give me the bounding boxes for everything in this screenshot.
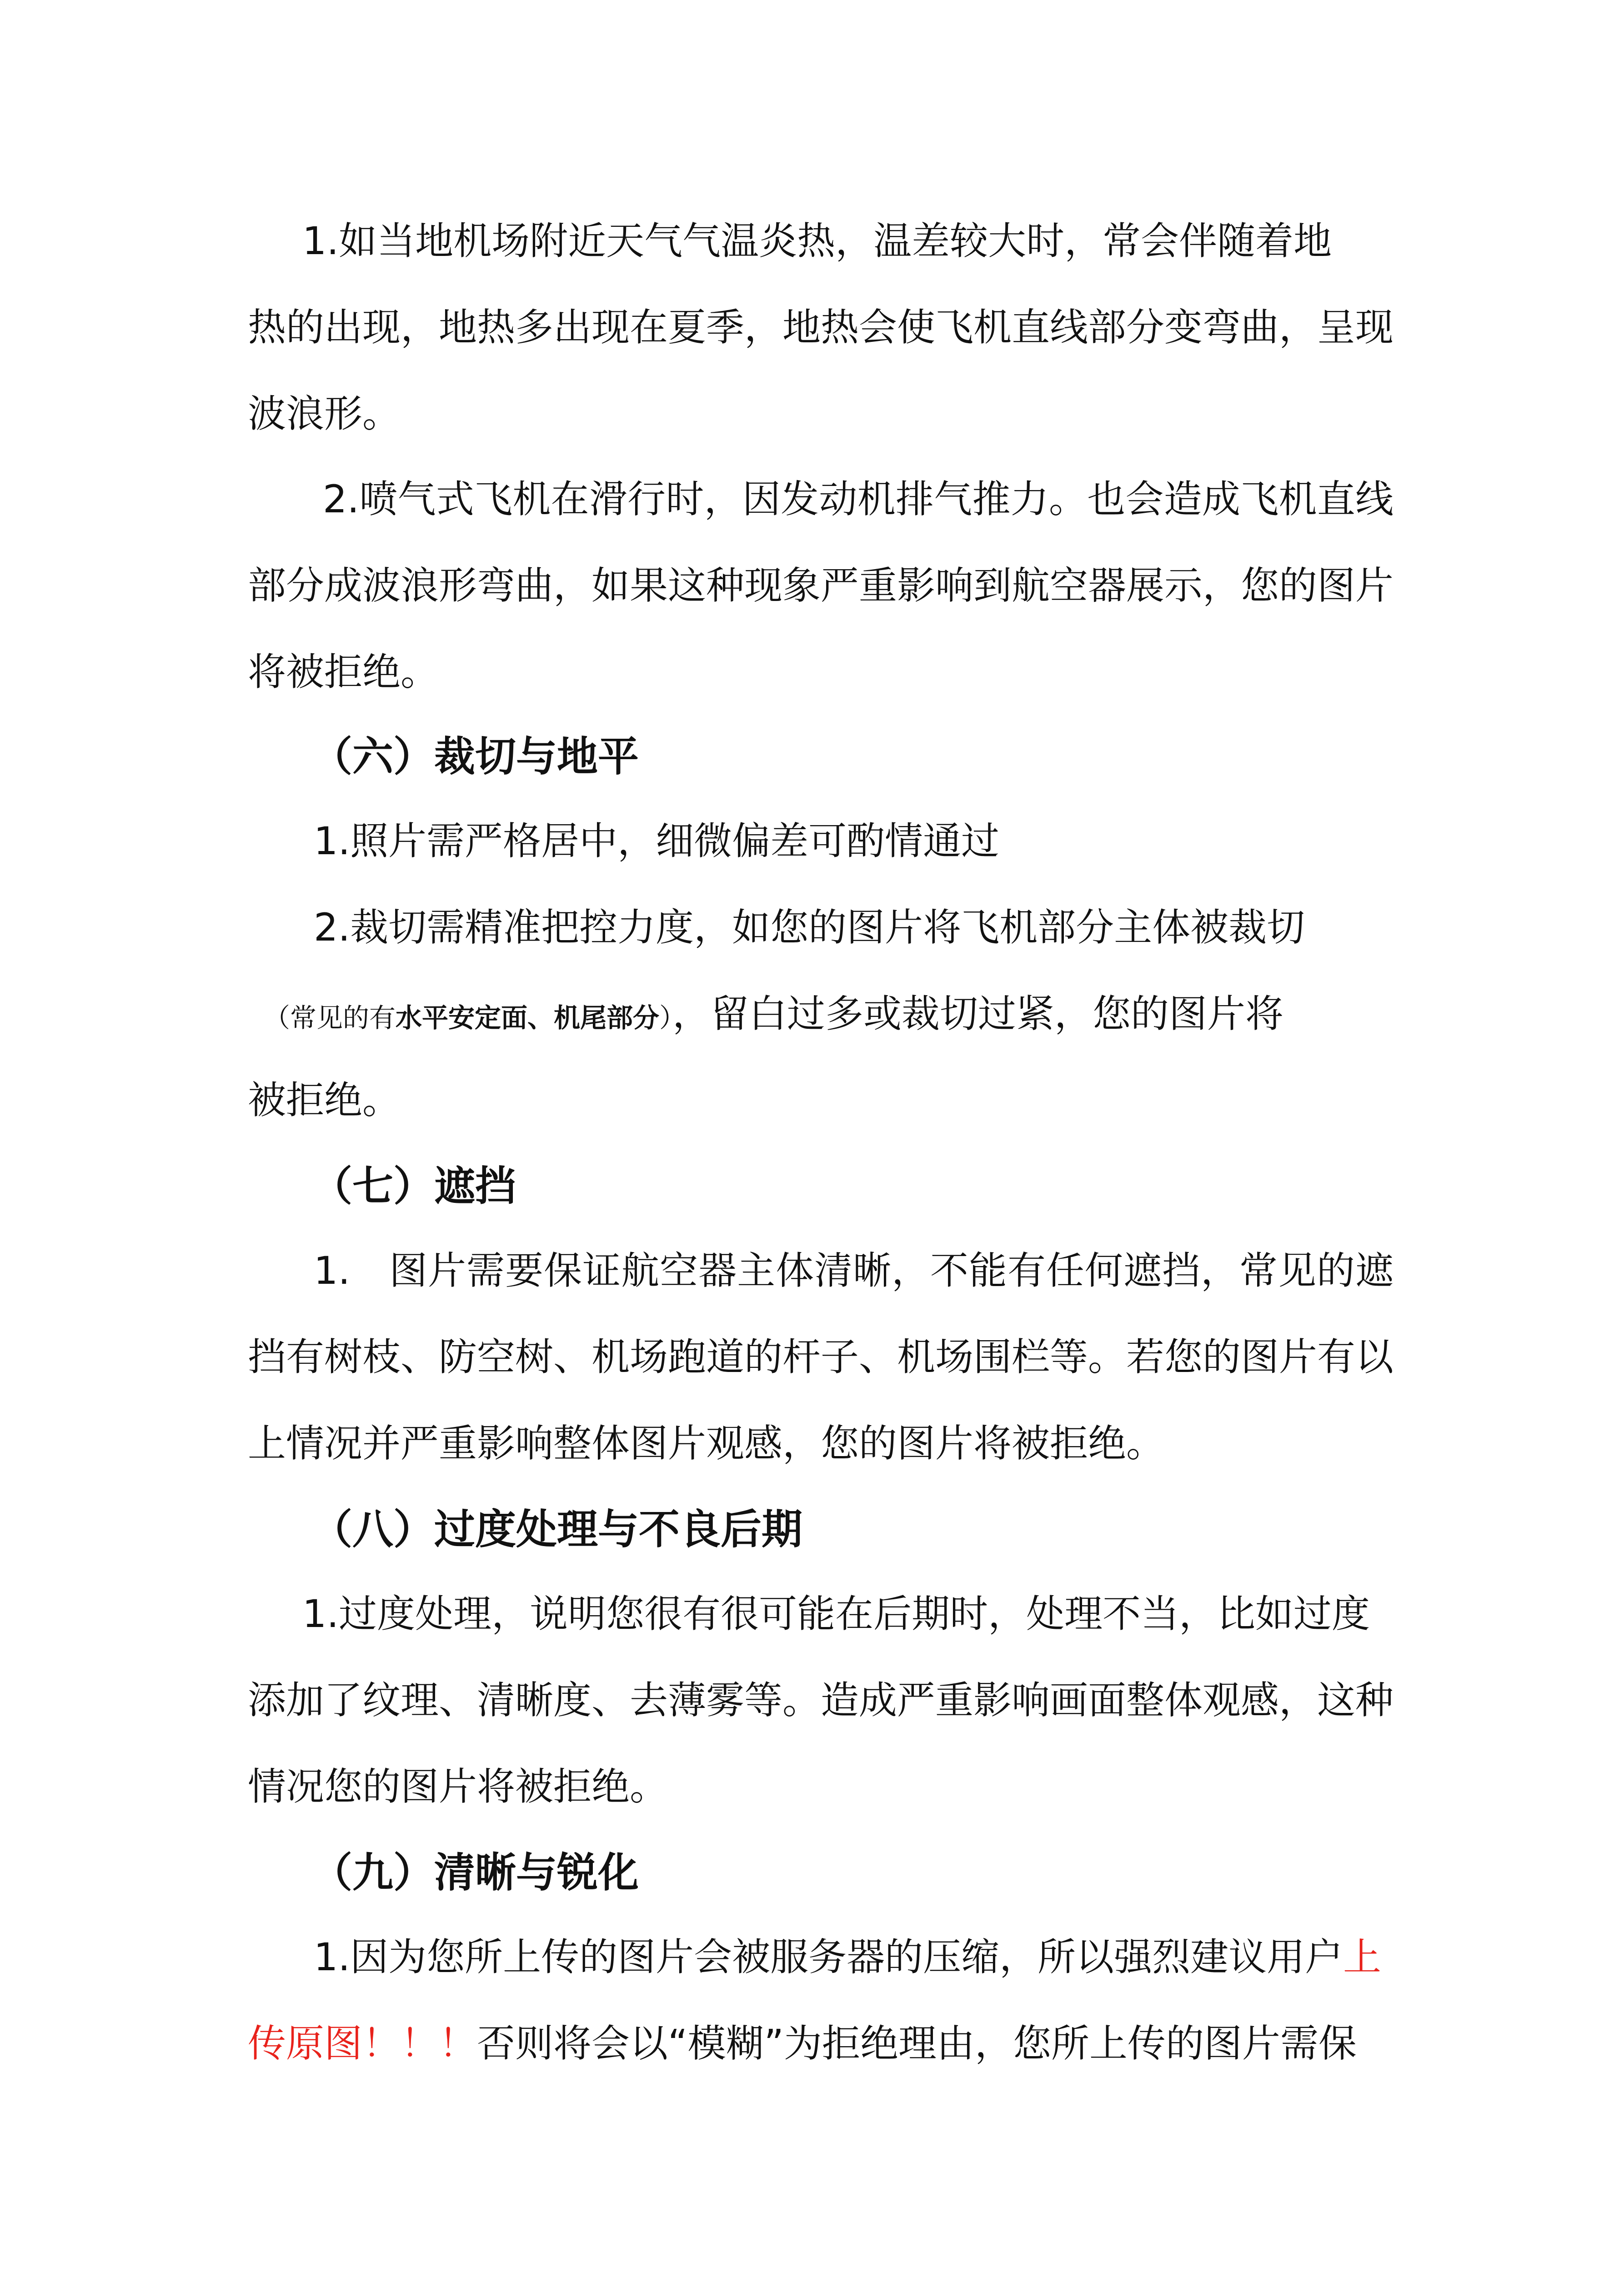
section-6-item-2-line-1: 2.裁切需精准把控力度，如您的图片将飞机部分主体被裁切 <box>314 905 1305 950</box>
upload-original-emphasis-start: 上 <box>1343 1935 1382 1979</box>
note-rest: ，留白过多或裁切过紧，您的图片将 <box>672 991 1284 1036</box>
paragraph-1-line-1: 1.如当地机场附近天气气温炎热，温差较大时，常会伴随着地 <box>302 219 1332 263</box>
paragraph-2-line-2: 部分成波浪形弯曲，如果这种现象严重影响到航空器展示，您的图片 <box>248 563 1394 608</box>
section-9-line-1-text: 1.因为您所上传的图片会被服务器的压缩，所以强烈建议用户 <box>314 1935 1343 1979</box>
section-9-line-2 <box>248 2018 1393 2068</box>
section-8-heading: （八）过度处理与不良后期 <box>311 1506 802 1553</box>
section-6-heading: （六）裁切与地平 <box>311 733 639 781</box>
section-6-item-2-line-3: 被拒绝。 <box>248 1078 401 1122</box>
upload-original-emphasis-end: 传原图！！！ <box>248 2021 477 2066</box>
section-7-line-1: 1. 图片需要保证航空器主体清晰，不能有任何遮挡，常见的遮 <box>314 1248 1393 1293</box>
section-8-line-2: 添加了纹理、清晰度、去薄雾等。造成严重影响画面整体观感，这种 <box>248 1678 1394 1722</box>
section-9-heading: （九）清晰与锐化 <box>311 1849 639 1897</box>
section-6-item-2-line-2 <box>264 989 1393 1039</box>
section-6-item-1: 1.照片需严格居中，细微偏差可酌情通过 <box>314 819 1000 863</box>
section-8-line-1: 1.过度处理，说明您很有很可能在后期时，处理不当，比如过度 <box>302 1592 1370 1636</box>
section-9-line-2-text: 否则将会以“模糊”为拒绝理由，您所上传的图片需保 <box>477 2021 1357 2066</box>
paragraph-2-line-3: 将被拒绝。 <box>248 650 439 694</box>
section-8-line-3: 情况您的图片将被拒绝。 <box>248 1764 668 1809</box>
paragraph-1-line-2: 热的出现，地热多出现在夏季，地热会使飞机直线部分变弯曲，呈现 <box>248 305 1394 350</box>
note-bold: 水平安定面、机尾部分 <box>396 1002 660 1033</box>
section-9-line-1 <box>314 1932 1393 1982</box>
note-open: （常见的有 <box>264 1002 396 1033</box>
section-7-heading: （七）遮挡 <box>311 1162 516 1210</box>
section-7-line-3: 上情况并严重影响整体图片观感，您的图片将被拒绝。 <box>248 1421 1165 1466</box>
paragraph-2-line-1: 2.喷气式飞机在滑行时，因发动机排气推力。也会造成飞机直线 <box>323 477 1393 521</box>
paragraph-1-line-3: 波浪形。 <box>248 391 401 436</box>
note-close: ） <box>659 1002 673 1033</box>
section-7-line-2: 挡有树枝、防空树、机场跑道的杆子、机场围栏等。若您的图片有以 <box>248 1335 1394 1379</box>
